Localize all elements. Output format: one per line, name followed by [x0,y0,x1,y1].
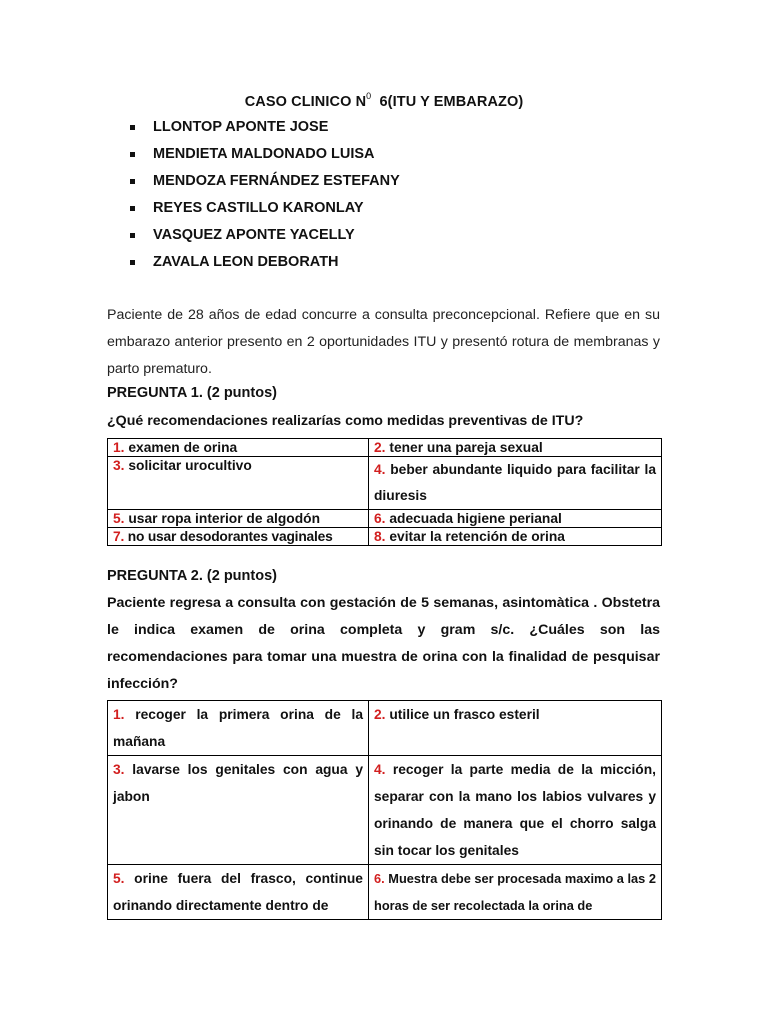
answer-cell [369,528,662,546]
title-suffix: 6(ITU Y EMBARAZO) [371,93,524,110]
member-item [130,199,400,226]
member-name: LLONTOP APONTE JOSE [153,119,329,135]
answer-text: solicitar urocultivo [124,458,252,473]
question-2-text: Paciente regresa a consulta con gestación de 5 semanas, asintomàtica . Obstetra le indica examen de orina completa y gram s/c. ¿Cuáles son las recomendaciones para tomar una muestra de orina con la finalidad de pesquisar infección? [107,595,660,692]
answer-cell [369,701,662,756]
member-item [130,253,400,280]
member-name: REYES CASTILLO KARONLAY [153,200,364,216]
answer-text: examen de orina [124,440,238,455]
member-item [130,226,400,253]
answer-cell [108,528,369,546]
answer-number: 1. [113,707,125,722]
square-bullet-icon [130,125,135,130]
question-1-text: ¿Qué recomendaciones realizarías como medidas preventivas de ITU? [107,413,584,429]
answer-cell [369,865,662,920]
square-bullet-icon [130,260,135,265]
table-row [108,528,662,546]
answer-text: adecuada higiene perianal [385,511,562,526]
question-2-answer-table [107,700,662,920]
square-bullet-icon [130,206,135,211]
member-item [130,145,400,172]
square-bullet-icon [130,152,135,157]
member-list [130,118,400,280]
question-2-heading: PREGUNTA 2. (2 puntos) [107,568,277,584]
table-row [108,865,662,920]
answer-number: 4. [374,462,386,477]
answer-number: 4. [374,762,386,777]
answer-cell [108,701,369,756]
answer-number: 3. [113,458,125,473]
question-1-heading: PREGUNTA 1. (2 puntos) [107,385,277,401]
square-bullet-icon [130,233,135,238]
table-row [108,457,662,510]
table-row [108,439,662,457]
answer-number: 2. [374,707,386,722]
answer-number: 3. [113,762,125,777]
answer-number: 6. [374,511,386,526]
answer-cell [108,865,369,920]
member-name: VASQUEZ APONTE YACELLY [153,227,355,243]
answer-text: lavarse los genitales con agua y jabon [113,762,363,804]
table-row [108,510,662,528]
answer-cell [108,756,369,865]
case-title [0,92,768,110]
answer-number: 5. [113,871,125,886]
member-name: MENDIETA MALDONADO LUISA [153,146,375,162]
answer-text: tener una pareja sexual [385,440,543,455]
answer-cell [369,510,662,528]
square-bullet-icon [130,179,135,184]
answer-text: no usar desodorantes vaginales [124,529,333,544]
answer-number: 6. [374,871,385,886]
table-row [108,756,662,865]
answer-text: evitar la retención de orina [385,529,565,544]
answer-text: orine fuera del frasco, continue orinando directamente dentro de [113,871,363,913]
member-name: ZAVALA LEON DEBORATH [153,254,339,270]
answer-text: beber abundante liquido para facilitar la diuresis [374,462,656,503]
answer-text: Muestra debe ser procesada maximo a las 2 horas de ser recolectada la orina de [374,871,656,913]
answer-cell [108,457,369,510]
title-superscript: 0 [366,91,372,101]
member-name: MENDOZA FERNÁNDEZ ESTEFANY [153,173,400,189]
member-item [130,172,400,199]
answer-cell [369,756,662,865]
answer-number: 8. [374,529,386,544]
member-item [130,118,400,145]
answer-cell [369,439,662,457]
answer-text: recoger la primera orina de la mañana [113,707,363,749]
answer-text: utilice un frasco esteril [385,707,540,722]
question-1-answer-table [107,438,662,546]
answer-text: recoger la parte media de la micción, separar con la mano los labios vulvares y orinando de manera que el chorro salga sin tocar los genitales [374,762,656,858]
table-row [108,701,662,756]
answer-number: 7. [113,529,125,544]
case-description: Paciente de 28 años de edad concurre a consulta preconcepcional. Refiere que en su embarazo anterior presento en 2 oportunidades ITU y presentó rotura de membranas y parto prematuro. [107,307,660,377]
answer-cell [369,457,662,510]
answer-number: 5. [113,511,125,526]
answer-cell [108,510,369,528]
answer-number: 2. [374,440,386,455]
title-prefix: CASO CLINICO N [244,93,367,110]
answer-number: 1. [113,440,125,455]
answer-cell [108,439,369,457]
answer-text: usar ropa interior de algodón [124,511,320,526]
